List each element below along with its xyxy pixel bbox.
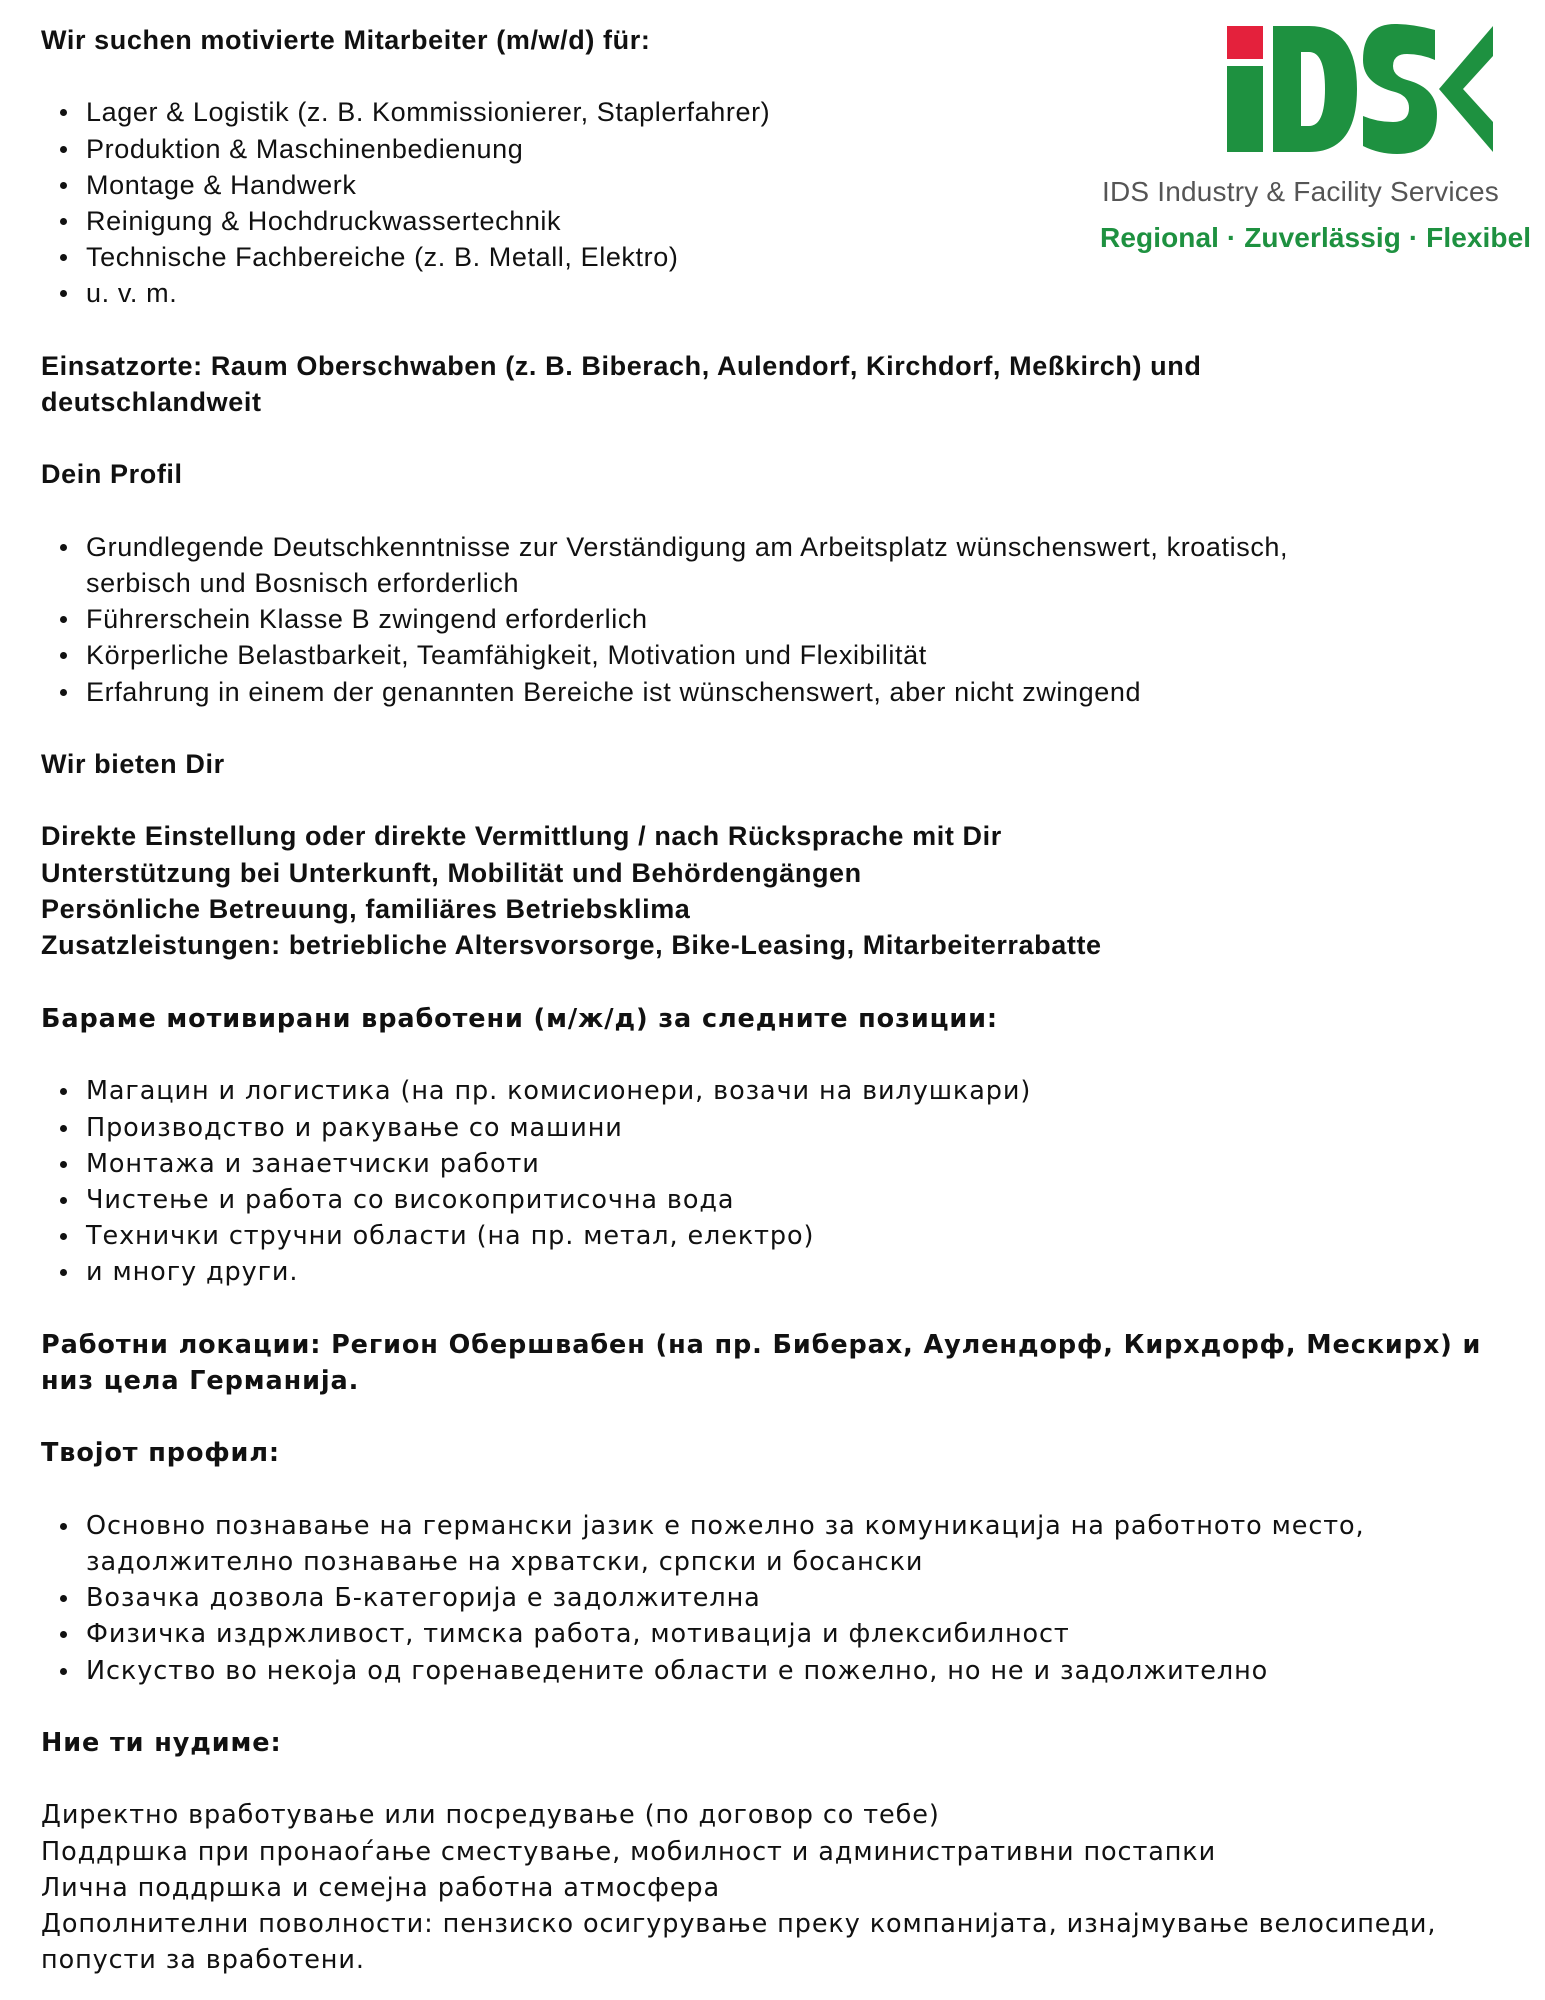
list-item: Produktion & Maschinenbedienung [86, 131, 1511, 167]
mk-offer-line [41, 1906, 1511, 1978]
list-item [86, 529, 1511, 601]
mk-locations [41, 1327, 1511, 1399]
de-locations-line1: Einsatzorte: Raum Oberschwaben (z. B. Biberach, Aulendorf, Kirchdorf, Meßkirch) und [41, 350, 1202, 381]
mk-offer-last-a: Дополнителни поволности: пензиско осигурување преку компанијата, изнајмување велосипеди, [41, 1908, 1437, 1939]
list-item: и многу други. [86, 1254, 1511, 1290]
mk-offer-line: Директно вработување или посредување (по договор со тебе) [41, 1800, 940, 1831]
mk-offer-heading: Ние ти нудиме: [41, 1727, 282, 1758]
de-heading: Wir suchen motivierte Mitarbeiter (m/w/d) für: [41, 25, 651, 55]
mk-locations-line2: низ цела Германија. [41, 1366, 360, 1396]
mk-heading: Бараме мотивирани вработени (м/ж/д) за следните позиции: [41, 1004, 999, 1034]
list-item: Körperliche Belastbarkeit, Teamfähigkeit, Motivation und Flexibilität [86, 637, 1511, 673]
de-locations-line2: deutschlandweit [41, 387, 262, 417]
de-offer-line: Zusatzleistungen: betriebliche Altersvorsorge, Bike-Leasing, Mitarbeiterrabatte [41, 929, 1102, 960]
de-profile-line1b: serbisch und Bosnisch erforderlich [86, 567, 520, 598]
mk-profile-heading: Твојот профил: [41, 1438, 280, 1469]
list-item: Erfahrung in einem der genannten Bereiche ist wünschenswert, aber nicht zwingend [86, 674, 1511, 710]
list-item: Montage & Handwerk [86, 167, 1511, 203]
list-item: Возачка дозвола Б-категорија е задолжителна [86, 1580, 1511, 1616]
list-item: Физичка издржливост, тимска работа, мотивација и флексибилност [86, 1616, 1511, 1652]
de-offer-heading: Wir bieten Dir [41, 748, 225, 779]
de-job-list [41, 94, 1511, 311]
de-locations [41, 348, 1511, 420]
list-item: Производство и ракување со машини [86, 1110, 1511, 1146]
list-item: Lager & Logistik (z. B. Kommissionierer, Staplerfahrer) [86, 94, 1511, 130]
de-profile-heading: Dein Profil [41, 459, 183, 490]
mk-job-list [41, 1073, 1511, 1290]
mk-offer-line: Лична поддршка и семејна работна атмосфера [41, 1872, 721, 1903]
list-item: Чистење и работа со високопритисочна вода [86, 1182, 1511, 1218]
list-item: Искуство во некоја од горенаведените области е пожелно, но не и задолжително [86, 1653, 1511, 1689]
de-offer-line: Unterstützung bei Unterkunft, Mobilität und Behördengängen [41, 857, 862, 888]
de-offer-line: Persönliche Betreuung, familiäres Betriebsklima [41, 893, 691, 924]
mk-offer-last-b: попусти за вработени. [41, 1945, 365, 1976]
macedonian-section [41, 1001, 1511, 1978]
logo-slogan: Regional · Zuverlässig · Flexibel [1100, 222, 1532, 253]
de-profile-line1a: Grundlegende Deutschkenntnisse zur Verständigung am Arbeitsplatz wünschenswert, kroatisch, [86, 531, 1289, 562]
mk-profile-line1a: Основно познавање на германски јазик е пожелно за комуникација на работното место, [86, 1510, 1365, 1541]
mk-offer-line: Поддршка при пронаоѓање сместување, мобилност и административни постапки [41, 1836, 1217, 1867]
list-item: u. v. m. [86, 275, 1511, 311]
mk-profile-list [41, 1508, 1511, 1689]
mk-profile-line1b: задолжително познавање на хрватски, српски и босански [86, 1546, 924, 1577]
de-profile-list [41, 529, 1511, 710]
list-item: Reinigung & Hochdruckwassertechnik [86, 203, 1511, 239]
logo-company-name: IDS Industry & Facility Services [1102, 176, 1499, 207]
list-item: Technische Fachbereiche (z. B. Metall, Elektro) [86, 239, 1511, 275]
de-offer-line: Direkte Einstellung oder direkte Vermittlung / nach Rücksprache mit Dir [41, 821, 1002, 852]
list-item [86, 1508, 1511, 1580]
list-item: Монтажа и занаетчиски работи [86, 1146, 1511, 1182]
german-section [41, 22, 1511, 963]
mk-locations-line1: Работни локации: Регион Обершвабен (на пр. Биберах, Аулендорф, Кирхдорф, Мескирх) и [41, 1329, 1482, 1360]
list-item: Führerschein Klasse B zwingend erforderlich [86, 601, 1511, 637]
list-item: Магацин и логистика (на пр. комисионери, возачи на вилушкари) [86, 1073, 1511, 1109]
list-item: Технички стручни области (на пр. метал, електро) [86, 1218, 1511, 1254]
